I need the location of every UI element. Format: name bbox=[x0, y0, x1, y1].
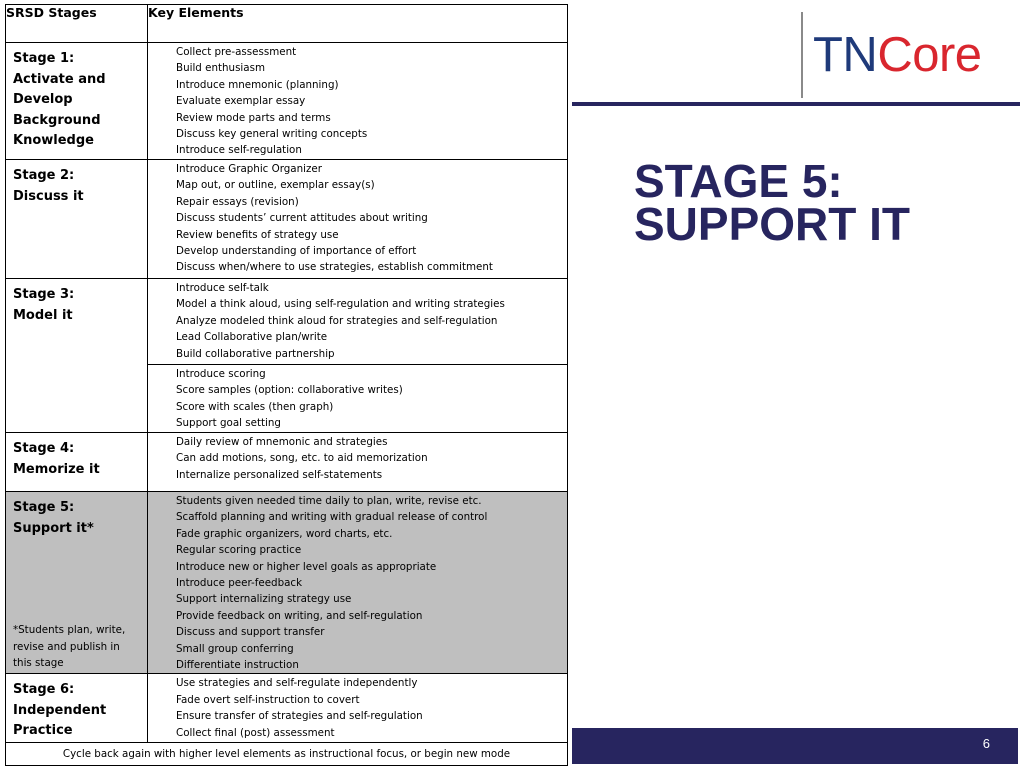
logo-divider bbox=[801, 12, 803, 98]
list-item: Small group conferring bbox=[176, 642, 294, 655]
list-item: Use strategies and self-regulate independently bbox=[176, 677, 418, 690]
list-item: Introduce new or higher level goals as appropriate bbox=[176, 560, 437, 573]
stage-4-elements bbox=[148, 433, 568, 492]
list-item: Discuss when/where to use strategies, establish commitment bbox=[176, 261, 493, 274]
list-item: Introduce Graphic Organizer bbox=[176, 163, 322, 175]
stage-3-row-a bbox=[6, 279, 568, 365]
list-item: Introduce peer-feedback bbox=[176, 577, 303, 590]
footer-bar bbox=[572, 728, 1018, 764]
list-item: Build enthusiasm bbox=[176, 62, 266, 75]
stage-2-row bbox=[6, 160, 568, 279]
tncore-logo bbox=[801, 12, 1011, 98]
list-item: Provide feedback on writing, and self-regulation bbox=[176, 609, 423, 622]
logo-part-core: Core bbox=[877, 28, 982, 82]
list-item: Fade overt self-instruction to covert bbox=[176, 693, 360, 706]
header-srsd-stages: SRSD Stages bbox=[6, 5, 148, 43]
stage-6-row bbox=[6, 674, 568, 743]
list-item: Support internalizing strategy use bbox=[176, 593, 352, 606]
list-item: Introduce scoring bbox=[176, 368, 266, 380]
list-item: Map out, or outline, exemplar essay(s) bbox=[176, 179, 375, 192]
page-number: 6 bbox=[982, 736, 990, 751]
list-item: Repair essays (revision) bbox=[176, 195, 299, 208]
list-item: Model a think aloud, using self-regulation and writing strategies bbox=[176, 298, 505, 311]
list-item: Review benefits of strategy use bbox=[176, 228, 339, 241]
list-item: Scaffold planning and writing with gradual release of control bbox=[176, 511, 488, 524]
list-item: Discuss students’ current attitudes about writing bbox=[176, 212, 428, 225]
list-item: Collect final (post) assessment bbox=[176, 726, 335, 739]
list-item: Support goal setting bbox=[176, 417, 281, 430]
list-item: Regular scoring practice bbox=[176, 544, 302, 557]
slide-title-line: SUPPORT IT bbox=[634, 198, 911, 250]
logo-part-tn: TN bbox=[813, 28, 878, 82]
stage-3-elements-scoring bbox=[148, 365, 568, 433]
list-item: Evaluate exemplar essay bbox=[176, 95, 306, 108]
stage-1-row bbox=[6, 43, 568, 160]
stage-4-row bbox=[6, 433, 568, 492]
stage-3-label: Stage 3: Model it bbox=[6, 279, 148, 433]
stage-5-footnote: *Students plan, write, revise and publish in this stage bbox=[13, 624, 126, 670]
list-item: Introduce self-regulation bbox=[176, 144, 302, 157]
list-item: Students given needed time daily to plan, write, revise etc. bbox=[176, 495, 482, 507]
list-item: Internalize personalized self-statements bbox=[176, 468, 383, 481]
list-item: Review mode parts and terms bbox=[176, 111, 331, 124]
list-item: Score samples (option: collaborative writes) bbox=[176, 384, 403, 397]
list-item: Discuss key general writing concepts bbox=[176, 128, 368, 141]
stage-4-label: Stage 4: Memorize it bbox=[6, 433, 148, 492]
table-footer-note: Cycle back again with higher level elements as instructional focus, or begin new mode bbox=[6, 742, 568, 765]
slide-title bbox=[634, 155, 1014, 250]
list-item: Lead Collaborative plan/write bbox=[176, 331, 328, 344]
list-item: Develop understanding of importance of effort bbox=[176, 245, 417, 258]
stage-2-elements bbox=[148, 160, 568, 279]
stage-3-elements-modeling bbox=[148, 279, 568, 365]
list-item: Analyze modeled think aloud for strategies and self-regulation bbox=[176, 314, 498, 327]
list-item: Differentiate instruction bbox=[176, 659, 299, 672]
list-item: Can add motions, song, etc. to aid memorization bbox=[176, 452, 428, 465]
stage-6-label: Stage 6: Independent Practice bbox=[6, 674, 148, 743]
stage-1-label: Stage 1: Activate and Develop Background Knowledge bbox=[6, 43, 148, 160]
list-item: Daily review of mnemonic and strategies bbox=[176, 436, 388, 448]
list-item: Score with scales (then graph) bbox=[176, 400, 334, 413]
list-item: Ensure transfer of strategies and self-regulation bbox=[176, 710, 423, 723]
stage-5-row bbox=[6, 492, 568, 674]
list-item: Introduce self-talk bbox=[176, 282, 269, 294]
stage-6-elements bbox=[148, 674, 568, 743]
stage-5-elements bbox=[148, 492, 568, 674]
list-item: Collect pre-assessment bbox=[176, 46, 297, 58]
list-item: Discuss and support transfer bbox=[176, 626, 325, 639]
srsd-stages-table bbox=[5, 4, 568, 766]
list-item: Build collaborative partnership bbox=[176, 347, 335, 360]
slide-title-line: STAGE 5: bbox=[634, 155, 843, 207]
logo-wordmark bbox=[813, 29, 982, 81]
stage-2-label: Stage 2: Discuss it bbox=[6, 160, 148, 279]
header-rule bbox=[572, 102, 1020, 106]
table-header-row bbox=[6, 5, 568, 43]
stage-5-label: Stage 5: Support it* *Students plan, write, revise and publish in this stage bbox=[6, 492, 148, 674]
table-footer-row bbox=[6, 742, 568, 765]
stage-1-elements bbox=[148, 43, 568, 160]
list-item: Introduce mnemonic (planning) bbox=[176, 78, 339, 91]
list-item: Fade graphic organizers, word charts, etc. bbox=[176, 527, 393, 540]
header-key-elements: Key Elements bbox=[148, 5, 568, 43]
